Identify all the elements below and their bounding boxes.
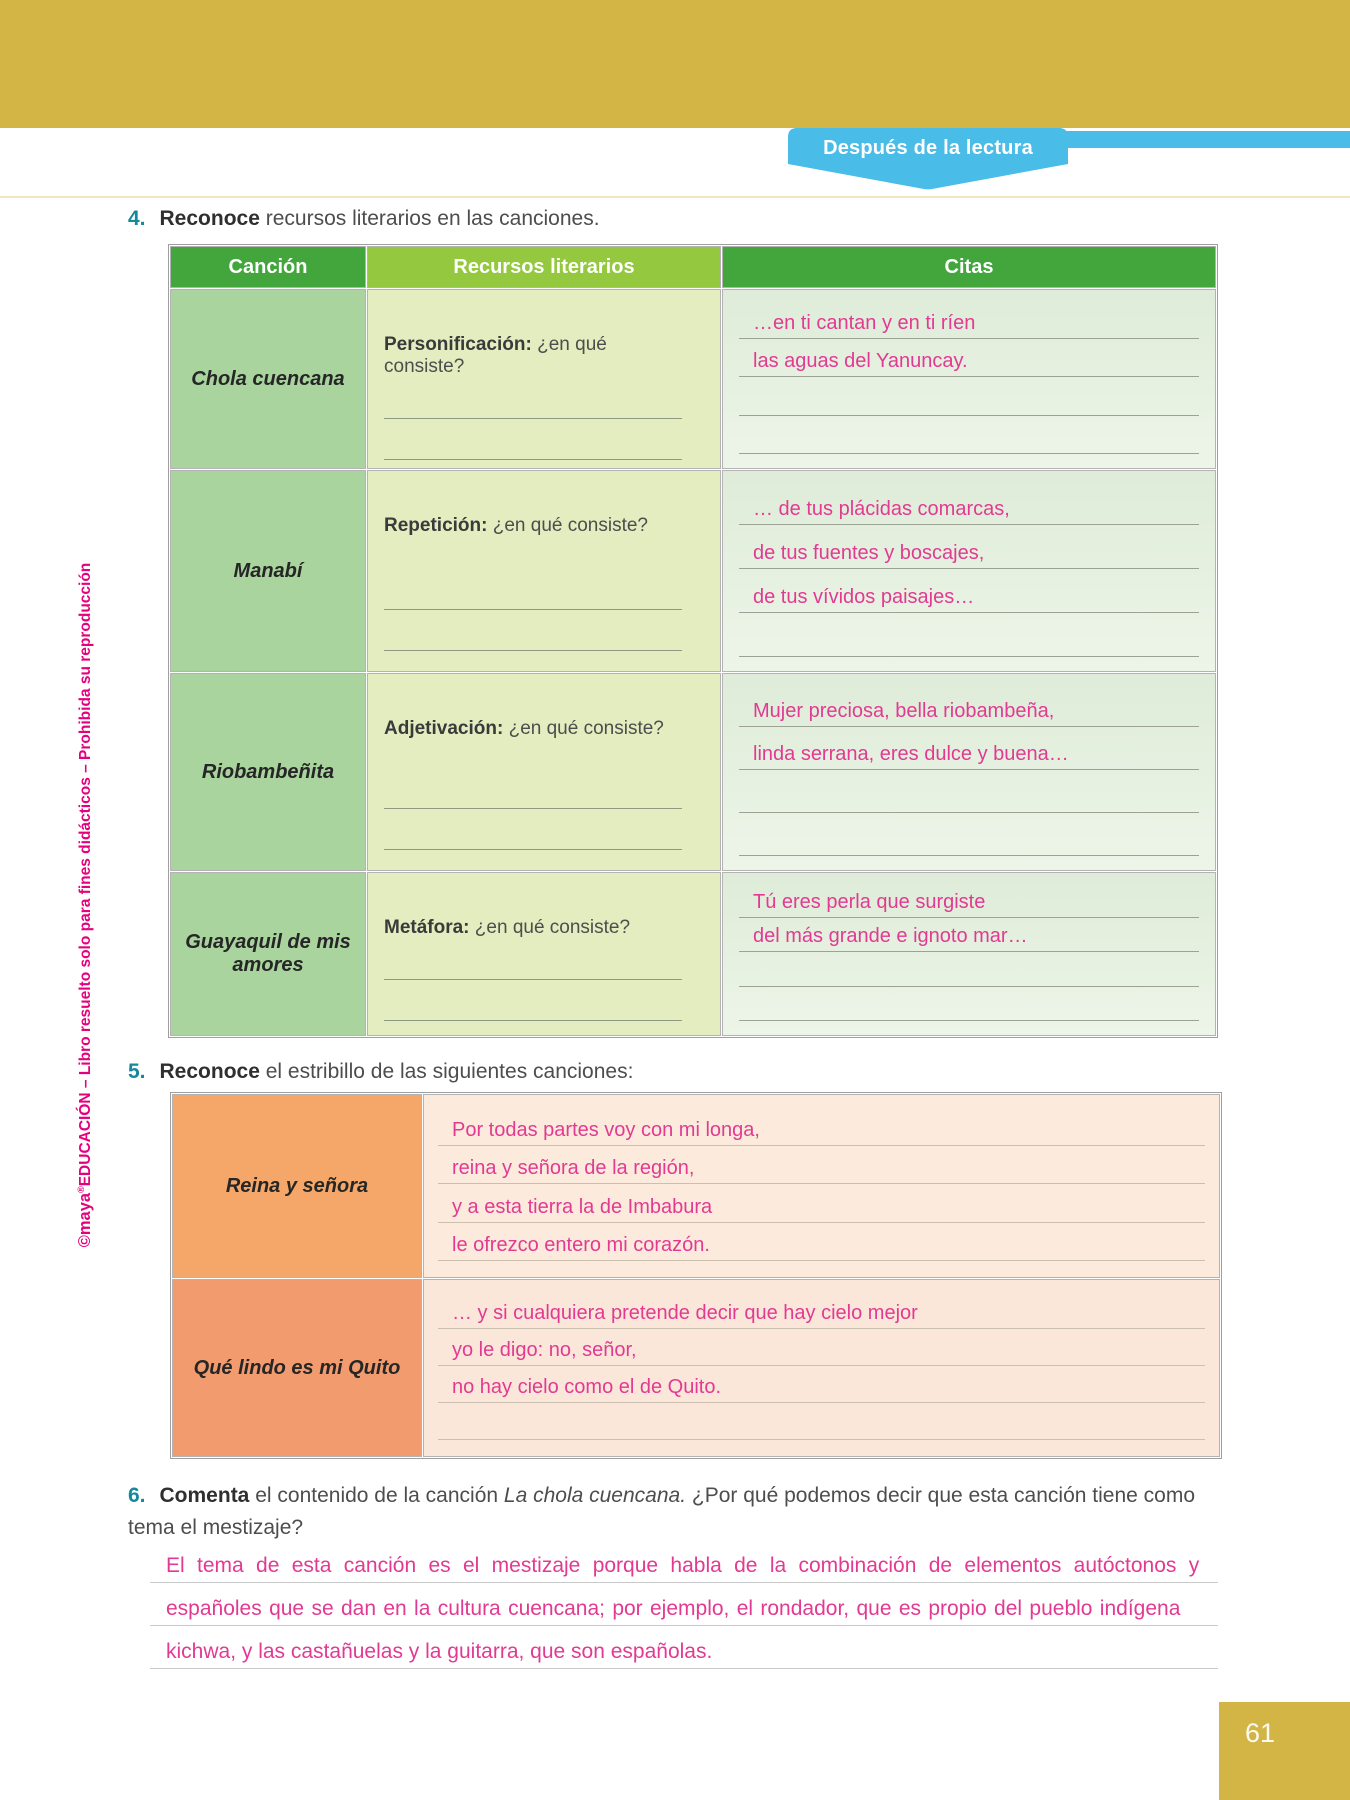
resource-label bbox=[384, 334, 682, 378]
answer-blank-line bbox=[384, 418, 682, 419]
column-header-citas: Citas bbox=[723, 247, 1215, 287]
resource-cell bbox=[368, 471, 720, 671]
answer-blank-line bbox=[384, 1020, 682, 1021]
resource-name: Metáfora: bbox=[384, 917, 470, 938]
resource-question: ¿en qué consiste? bbox=[384, 334, 607, 377]
cita-line: del más grande e ignoto mar… bbox=[739, 918, 1199, 953]
exercise6-answer bbox=[150, 1540, 1218, 1669]
page-number: 61 bbox=[1245, 1718, 1276, 1748]
copyright-text: EDUCACIÓN – Libro resuelto solo para fines didácticos – Prohibida su reproducción bbox=[77, 562, 95, 1187]
refrain-line: yo le digo: no, señor, bbox=[438, 1329, 1205, 1366]
citas-cell bbox=[723, 471, 1215, 671]
exercise6-song-title: La chola cuencana. bbox=[503, 1484, 687, 1507]
resource-label bbox=[384, 515, 682, 537]
cita-line: de tus vívidos paisajes… bbox=[739, 569, 1199, 613]
ribbon-side-strip bbox=[1050, 131, 1350, 148]
refrain-lines-cell bbox=[424, 1280, 1219, 1456]
refrain-lines-cell bbox=[424, 1095, 1219, 1277]
exercise5-instruction bbox=[128, 1056, 633, 1087]
column-header-cancion: Canción bbox=[171, 247, 365, 287]
cita-line bbox=[739, 952, 1199, 987]
cita-line bbox=[739, 987, 1199, 1022]
resource-cell bbox=[368, 290, 720, 468]
literary-resources-table bbox=[168, 244, 1218, 1038]
exercise4-verb: Reconoce bbox=[159, 207, 260, 230]
refrain-line: reina y señora de la región, bbox=[438, 1146, 1205, 1185]
answer-line: El tema de esta canción es el mestizaje porque habla de la combinación de elementos autóctonos y bbox=[150, 1540, 1218, 1583]
publisher-brand: ©maya bbox=[76, 1192, 95, 1248]
exercise4-number: 4. bbox=[128, 207, 146, 230]
cita-line: …en ti cantan y en ti ríen bbox=[739, 300, 1199, 339]
refrain-table bbox=[170, 1092, 1222, 1459]
citas-cell bbox=[723, 674, 1215, 870]
exercise6-instruction-post: ¿Por qué podemos decir que esta canción tiene como tema el mestizaje? bbox=[128, 1484, 1195, 1539]
song-title: Guayaquil de mis amores bbox=[171, 873, 365, 1035]
refrain-line: le ofrezco entero mi corazón. bbox=[438, 1223, 1205, 1262]
answer-blank-line bbox=[384, 459, 682, 460]
page-number-box bbox=[1219, 1702, 1350, 1800]
song-title: Reina y señora bbox=[173, 1095, 421, 1277]
resource-question: ¿en qué consiste? bbox=[474, 917, 631, 938]
refrain-line: no hay cielo como el de Quito. bbox=[438, 1366, 1205, 1403]
cita-line bbox=[739, 377, 1199, 416]
resource-label bbox=[384, 718, 682, 740]
answer-blank-line bbox=[384, 849, 682, 850]
resource-question: ¿en qué consiste? bbox=[508, 718, 664, 739]
exercise6-verb: Comenta bbox=[159, 1484, 250, 1507]
resource-question: ¿en qué consiste? bbox=[492, 515, 648, 536]
answer-blank-line bbox=[384, 979, 682, 980]
exercise6-instruction-pre: el contenido de la canción bbox=[249, 1484, 504, 1507]
resource-cell bbox=[368, 873, 720, 1035]
resource-cell bbox=[368, 674, 720, 870]
song-title: Riobambeñita bbox=[171, 674, 365, 870]
exercise5-instruction-text: el estribillo de las siguientes canciones: bbox=[259, 1060, 634, 1083]
refrain-line: … y si cualquiera pretende decir que hay cielo mejor bbox=[438, 1292, 1205, 1329]
cita-line bbox=[739, 813, 1199, 856]
exercise5-number: 5. bbox=[128, 1060, 146, 1083]
resource-name: Adjetivación: bbox=[384, 718, 504, 739]
citas-cell bbox=[723, 290, 1215, 468]
answer-line: kichwa, y las castañuelas y la guitarra, que son españolas. bbox=[150, 1626, 1218, 1669]
answer-line: españoles que se dan en la cultura cuencana; por ejemplo, el rondador, que es propio del pueblo indígena bbox=[150, 1583, 1218, 1626]
refrain-line: Por todas partes voy con mi longa, bbox=[438, 1107, 1205, 1146]
exercise6-number: 6. bbox=[128, 1484, 146, 1507]
answer-blank-line bbox=[384, 808, 682, 809]
section-ribbon bbox=[788, 128, 1068, 192]
exercise5-verb: Reconoce bbox=[159, 1060, 260, 1083]
cita-line bbox=[739, 416, 1199, 455]
answer-blank-line bbox=[384, 650, 682, 651]
exercise6-instruction bbox=[128, 1480, 1222, 1544]
registered-mark: ® bbox=[76, 1186, 86, 1193]
citas-cell bbox=[723, 873, 1215, 1035]
ribbon-label: Después de la lectura bbox=[823, 137, 1033, 159]
refrain-line bbox=[438, 1403, 1205, 1440]
cita-line: las aguas del Yanuncay. bbox=[739, 339, 1199, 378]
song-title: Manabí bbox=[171, 471, 365, 671]
song-title: Qué lindo es mi Quito bbox=[173, 1280, 421, 1456]
refrain-line: y a esta tierra la de Imbabura bbox=[438, 1184, 1205, 1223]
exercise4-instruction-text: recursos literarios en las canciones. bbox=[259, 207, 600, 230]
column-header-recursos: Recursos literarios bbox=[368, 247, 720, 287]
cita-line bbox=[739, 770, 1199, 813]
resource-name: Personificación: bbox=[384, 334, 532, 355]
cita-line: … de tus plácidas comarcas, bbox=[739, 481, 1199, 525]
exercise4-instruction bbox=[128, 203, 600, 234]
cita-line: Mujer preciosa, bella riobambeña, bbox=[739, 684, 1199, 727]
cita-line: Tú eres perla que surgiste bbox=[739, 883, 1199, 918]
sidebar-copyright bbox=[76, 473, 100, 1337]
resource-name: Repetición: bbox=[384, 515, 488, 536]
answer-blank-line bbox=[384, 609, 682, 610]
song-title: Chola cuencana bbox=[171, 290, 365, 468]
page-separator-line bbox=[0, 196, 1350, 198]
resource-label bbox=[384, 917, 682, 939]
top-gold-band bbox=[0, 0, 1350, 128]
cita-line bbox=[739, 613, 1199, 657]
cita-line: de tus fuentes y boscajes, bbox=[739, 525, 1199, 569]
cita-line: linda serrana, eres dulce y buena… bbox=[739, 727, 1199, 770]
